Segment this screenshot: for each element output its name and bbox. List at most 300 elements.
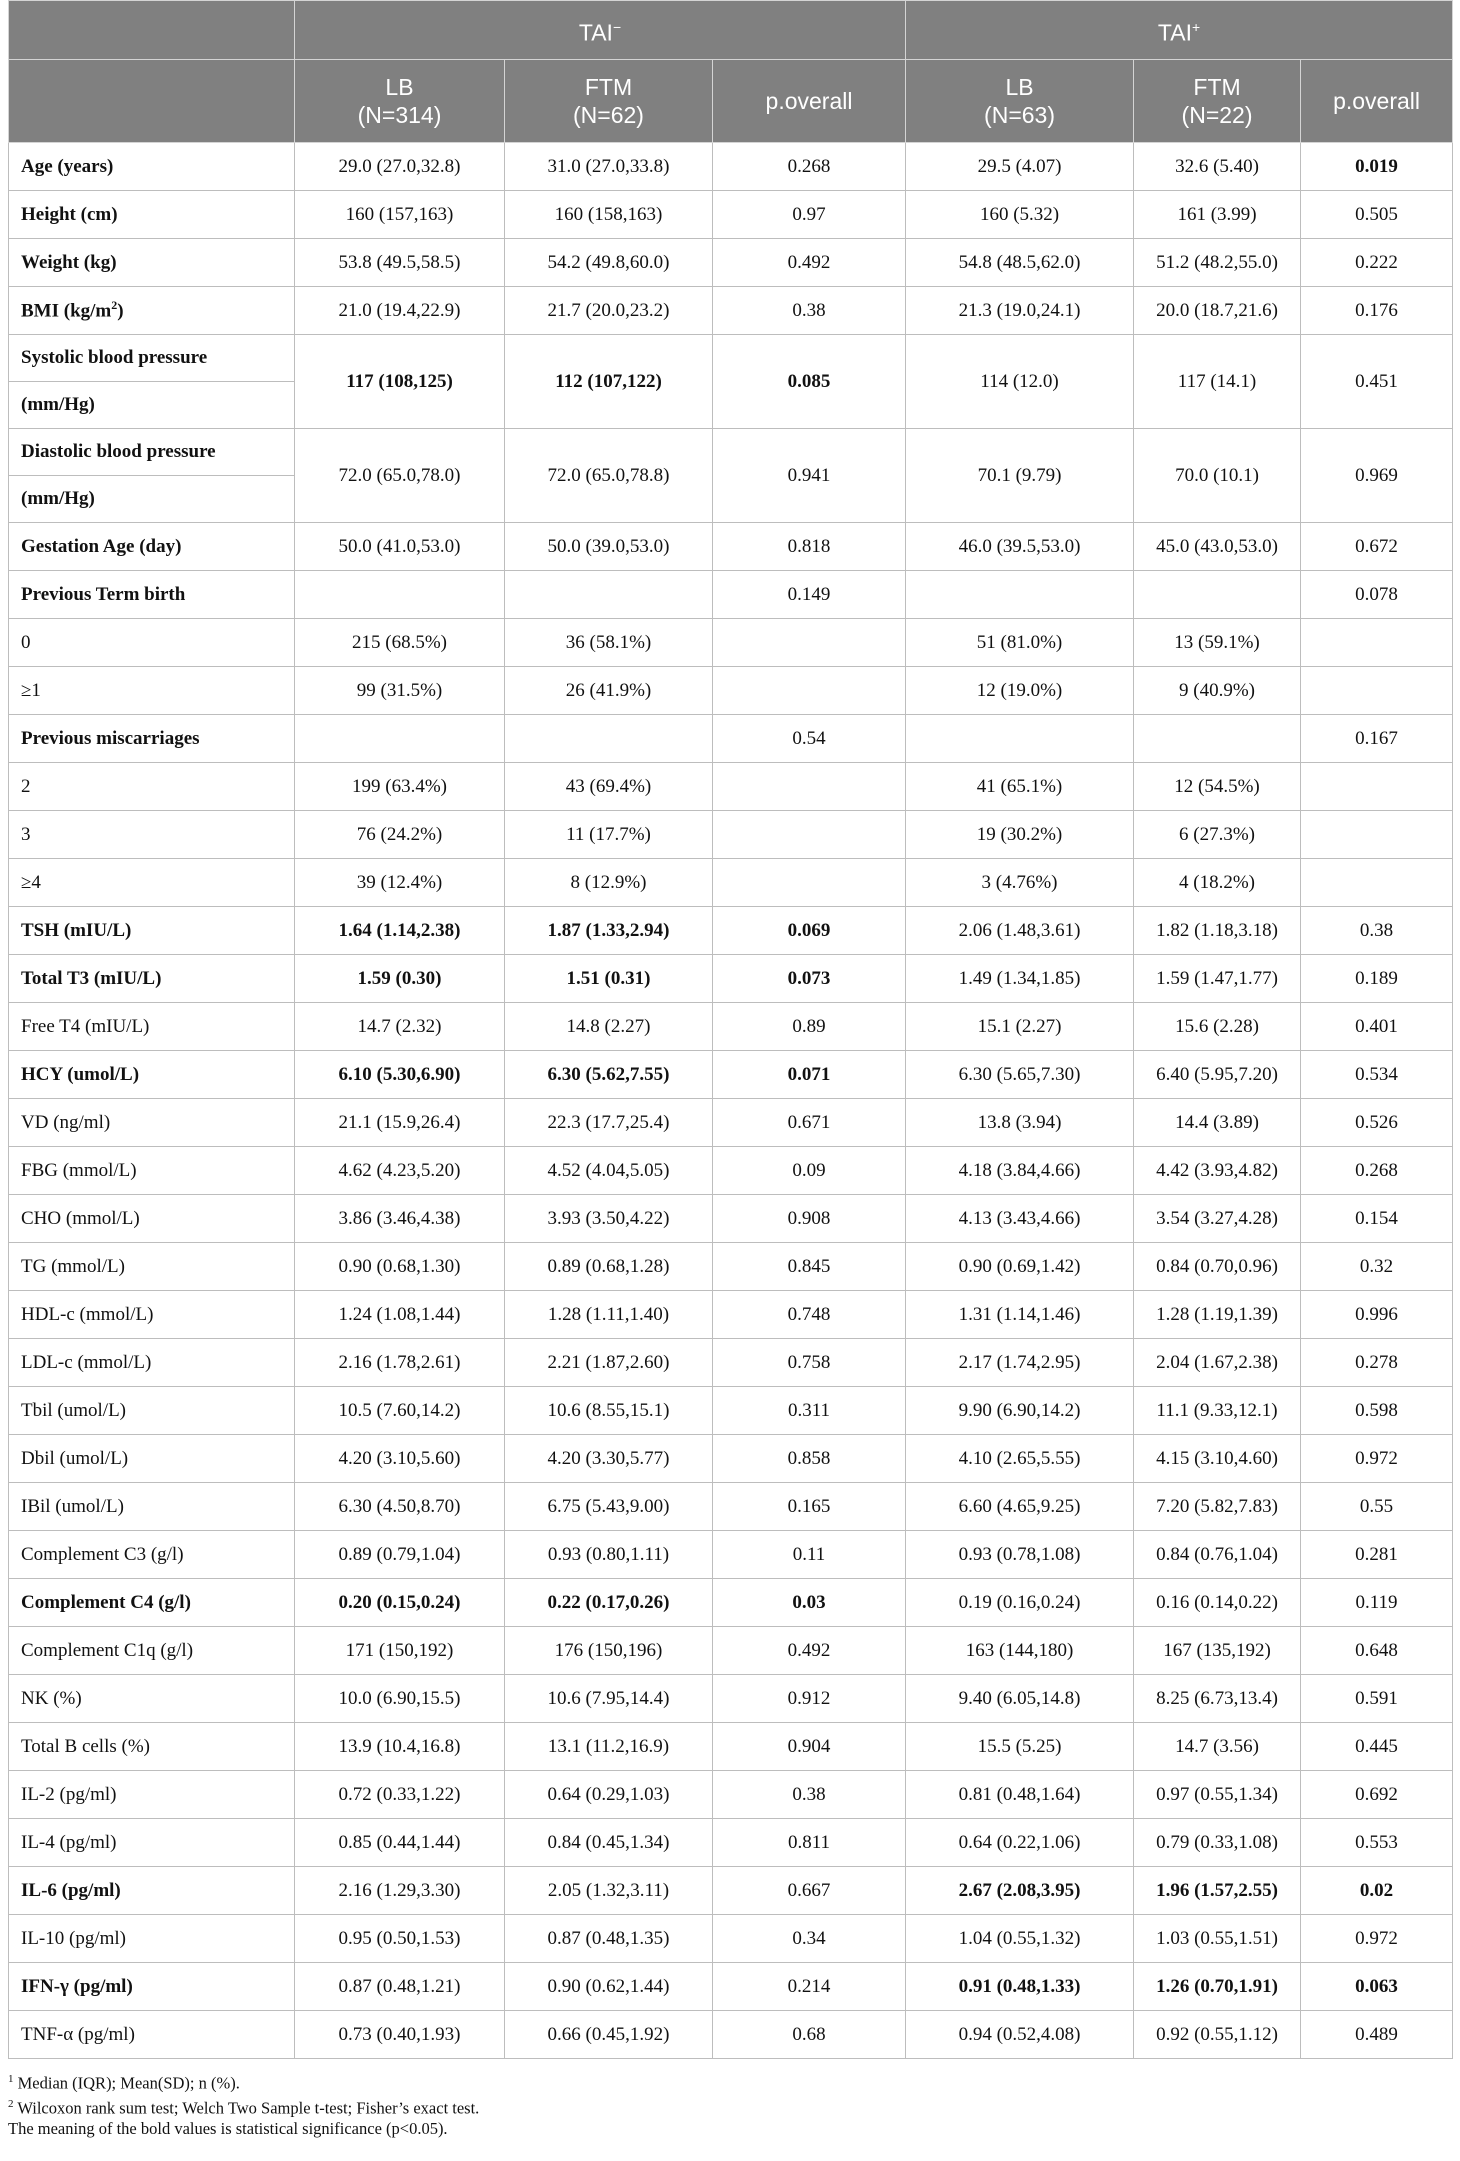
cell-p2: 0.176 (1301, 287, 1453, 335)
cell-p2: 0.969 (1301, 429, 1453, 523)
row-label: Complement C1q (g/l) (9, 1627, 295, 1675)
table-row (9, 1051, 1453, 1099)
column-header-line2: (N=22) (1181, 102, 1253, 128)
column-header-line2: (N=314) (357, 102, 442, 128)
cell-ftm1: 2.21 (1.87,2.60) (505, 1339, 713, 1387)
cell-lb1: 171 (150,192) (295, 1627, 505, 1675)
row-label: ≥4 (9, 859, 295, 907)
cell-p2: 0.598 (1301, 1387, 1453, 1435)
cell-lb1: 99 (31.5%) (295, 667, 505, 715)
cell-p1: 0.908 (713, 1195, 906, 1243)
cell-lb1: 1.64 (1.14,2.38) (295, 907, 505, 955)
cell-lb2: 160 (5.32) (906, 191, 1134, 239)
cell-ftm1: 4.20 (3.30,5.77) (505, 1435, 713, 1483)
cell-ftm1: 1.51 (0.31) (505, 955, 713, 1003)
cell-p1 (713, 859, 906, 907)
cell-lb1: 21.1 (15.9,26.4) (295, 1099, 505, 1147)
cell-ftm2: 0.97 (0.55,1.34) (1134, 1771, 1301, 1819)
cell-lb1: 0.87 (0.48,1.21) (295, 1963, 505, 2011)
cell-lb2: 0.64 (0.22,1.06) (906, 1819, 1134, 1867)
column-header (713, 60, 906, 143)
cell-ftm2: 32.6 (5.40) (1134, 143, 1301, 191)
cell-ftm1: 0.87 (0.48,1.35) (505, 1915, 713, 1963)
column-header (505, 60, 713, 143)
cell-p2: 0.078 (1301, 571, 1453, 619)
cell-lb1: 50.0 (41.0,53.0) (295, 523, 505, 571)
cell-p2: 0.019 (1301, 143, 1453, 191)
cell-p1: 0.858 (713, 1435, 906, 1483)
group-label: TAI (578, 19, 613, 46)
cell-lb2: 0.19 (0.16,0.24) (906, 1579, 1134, 1627)
cell-lb2: 0.93 (0.78,1.08) (906, 1531, 1134, 1579)
header-group-row (9, 1, 1453, 60)
cell-ftm2: 0.92 (0.55,1.12) (1134, 2011, 1301, 2059)
footnote-marker: 2 (8, 2097, 14, 2110)
cell-lb1: 6.30 (4.50,8.70) (295, 1483, 505, 1531)
header-column-row (9, 60, 1453, 143)
cell-lb2: 0.94 (0.52,4.08) (906, 2011, 1134, 2059)
cell-p1: 0.912 (713, 1675, 906, 1723)
cell-lb2: 12 (19.0%) (906, 667, 1134, 715)
cell-ftm2: 6.40 (5.95,7.20) (1134, 1051, 1301, 1099)
cell-ftm1: 31.0 (27.0,33.8) (505, 143, 713, 191)
cell-p1: 0.073 (713, 955, 906, 1003)
footnote-text: Median (IQR); Mean(SD); n (%). (13, 2073, 240, 2093)
cell-lb2: 15.1 (2.27) (906, 1003, 1134, 1051)
cell-lb1 (295, 571, 505, 619)
cell-p1: 0.97 (713, 191, 906, 239)
cell-ftm2: 3.54 (3.27,4.28) (1134, 1195, 1301, 1243)
row-label: CHO (mmol/L) (9, 1195, 295, 1243)
cell-ftm1: 0.64 (0.29,1.03) (505, 1771, 713, 1819)
cell-lb1 (295, 715, 505, 763)
table-row (9, 191, 1453, 239)
cell-p1: 0.54 (713, 715, 906, 763)
cell-lb2: 163 (144,180) (906, 1627, 1134, 1675)
cell-p1: 0.34 (713, 1915, 906, 1963)
column-header (1301, 60, 1453, 143)
row-label: LDL-c (mmol/L) (9, 1339, 295, 1387)
table-row (9, 429, 1453, 476)
cell-p2: 0.189 (1301, 955, 1453, 1003)
cell-lb1: 13.9 (10.4,16.8) (295, 1723, 505, 1771)
table-row (9, 1339, 1453, 1387)
cell-p2: 0.119 (1301, 1579, 1453, 1627)
cell-p1 (713, 619, 906, 667)
group-sup: + (1191, 19, 1201, 36)
cell-ftm2: 1.82 (1.18,3.18) (1134, 907, 1301, 955)
cell-ftm2: 8.25 (6.73,13.4) (1134, 1675, 1301, 1723)
row-label (9, 287, 295, 335)
table-row (9, 907, 1453, 955)
cell-ftm2 (1134, 715, 1301, 763)
row-label: VD (ng/ml) (9, 1099, 295, 1147)
cell-lb2: 46.0 (39.5,53.0) (906, 523, 1134, 571)
cell-lb2: 1.49 (1.34,1.85) (906, 955, 1134, 1003)
cell-p2: 0.278 (1301, 1339, 1453, 1387)
table-row (9, 1867, 1453, 1915)
cell-ftm2: 1.26 (0.70,1.91) (1134, 1963, 1301, 2011)
table-row (9, 2011, 1453, 2059)
cell-lb1: 2.16 (1.29,3.30) (295, 1867, 505, 1915)
cell-p1: 0.214 (713, 1963, 906, 2011)
cell-lb1: 215 (68.5%) (295, 619, 505, 667)
cell-lb2: 0.81 (0.48,1.64) (906, 1771, 1134, 1819)
row-label: Tbil (umol/L) (9, 1387, 295, 1435)
cell-ftm2: 70.0 (10.1) (1134, 429, 1301, 523)
cell-p1: 0.085 (713, 335, 906, 429)
cell-p2: 0.445 (1301, 1723, 1453, 1771)
cell-lb2: 70.1 (9.79) (906, 429, 1134, 523)
cell-p1: 0.11 (713, 1531, 906, 1579)
table-row (9, 287, 1453, 335)
cell-ftm1: 6.75 (5.43,9.00) (505, 1483, 713, 1531)
column-header (906, 60, 1134, 143)
cell-p2: 0.648 (1301, 1627, 1453, 1675)
table-row (9, 667, 1453, 715)
cell-lb2: 4.10 (2.65,5.55) (906, 1435, 1134, 1483)
row-label: Gestation Age (day) (9, 523, 295, 571)
row-label: 0 (9, 619, 295, 667)
cell-p1 (713, 763, 906, 811)
cell-p1 (713, 811, 906, 859)
cell-p1: 0.071 (713, 1051, 906, 1099)
table-row (9, 1387, 1453, 1435)
row-label: HDL-c (mmol/L) (9, 1291, 295, 1339)
cell-p2: 0.672 (1301, 523, 1453, 571)
row-label: IFN-γ (pg/ml) (9, 1963, 295, 2011)
cell-lb2: 2.17 (1.74,2.95) (906, 1339, 1134, 1387)
cell-p2: 0.222 (1301, 239, 1453, 287)
cell-ftm1: 10.6 (8.55,15.1) (505, 1387, 713, 1435)
cell-lb2: 1.04 (0.55,1.32) (906, 1915, 1134, 1963)
table-row (9, 1675, 1453, 1723)
cell-p2: 0.38 (1301, 907, 1453, 955)
cell-lb1: 21.0 (19.4,22.9) (295, 287, 505, 335)
cell-lb2: 6.60 (4.65,9.25) (906, 1483, 1134, 1531)
row-label: Age (years) (9, 143, 295, 191)
row-label: Dbil (umol/L) (9, 1435, 295, 1483)
row-label: Complement C4 (g/l) (9, 1579, 295, 1627)
table-row (9, 239, 1453, 287)
cell-p2: 0.526 (1301, 1099, 1453, 1147)
table-row (9, 1003, 1453, 1051)
cell-ftm2: 4.42 (3.93,4.82) (1134, 1147, 1301, 1195)
data-table (8, 0, 1453, 2059)
table-row (9, 1963, 1453, 2011)
cell-ftm2: 4 (18.2%) (1134, 859, 1301, 907)
cell-lb1: 0.73 (0.40,1.93) (295, 2011, 505, 2059)
cell-p1: 0.165 (713, 1483, 906, 1531)
cell-p1: 0.311 (713, 1387, 906, 1435)
cell-ftm1: 0.66 (0.45,1.92) (505, 2011, 713, 2059)
cell-ftm1: 13.1 (11.2,16.9) (505, 1723, 713, 1771)
column-header-line1: p.overall (765, 88, 853, 114)
cell-p2: 0.281 (1301, 1531, 1453, 1579)
cell-p2: 0.692 (1301, 1771, 1453, 1819)
cell-ftm2: 51.2 (48.2,55.0) (1134, 239, 1301, 287)
cell-lb1: 0.85 (0.44,1.44) (295, 1819, 505, 1867)
table-row (9, 859, 1453, 907)
table-container (8, 0, 1452, 2139)
cell-lb2: 1.31 (1.14,1.46) (906, 1291, 1134, 1339)
cell-ftm2: 9 (40.9%) (1134, 667, 1301, 715)
cell-lb1: 10.5 (7.60,14.2) (295, 1387, 505, 1435)
cell-ftm2: 2.04 (1.67,2.38) (1134, 1339, 1301, 1387)
cell-ftm1: 10.6 (7.95,14.4) (505, 1675, 713, 1723)
cell-lb2: 15.5 (5.25) (906, 1723, 1134, 1771)
table-row (9, 1771, 1453, 1819)
table-row (9, 955, 1453, 1003)
cell-ftm1: 0.89 (0.68,1.28) (505, 1243, 713, 1291)
cell-p1: 0.941 (713, 429, 906, 523)
cell-lb1: 0.95 (0.50,1.53) (295, 1915, 505, 1963)
table-row (9, 1147, 1453, 1195)
table-row (9, 1099, 1453, 1147)
cell-ftm1 (505, 571, 713, 619)
cell-lb1: 199 (63.4%) (295, 763, 505, 811)
cell-p2: 0.996 (1301, 1291, 1453, 1339)
cell-lb1: 39 (12.4%) (295, 859, 505, 907)
table-row (9, 619, 1453, 667)
cell-ftm2: 45.0 (43.0,53.0) (1134, 523, 1301, 571)
table-body (9, 143, 1453, 2059)
cell-ftm2: 161 (3.99) (1134, 191, 1301, 239)
cell-ftm2: 167 (135,192) (1134, 1627, 1301, 1675)
footnote-text: Wilcoxon rank sum test; Welch Two Sample t-test; Fisher’s exact test. (13, 2098, 480, 2117)
cell-lb2: 2.06 (1.48,3.61) (906, 907, 1134, 955)
cell-lb1: 1.24 (1.08,1.44) (295, 1291, 505, 1339)
cell-p2: 0.401 (1301, 1003, 1453, 1051)
row-label: FBG (mmol/L) (9, 1147, 295, 1195)
cell-ftm1: 6.30 (5.62,7.55) (505, 1051, 713, 1099)
cell-ftm1: 176 (150,196) (505, 1627, 713, 1675)
row-label: Free T4 (mIU/L) (9, 1003, 295, 1051)
cell-lb1: 53.8 (49.5,58.5) (295, 239, 505, 287)
cell-p2 (1301, 763, 1453, 811)
cell-p2: 0.268 (1301, 1147, 1453, 1195)
cell-ftm1: 160 (158,163) (505, 191, 713, 239)
cell-lb2: 0.90 (0.69,1.42) (906, 1243, 1134, 1291)
cell-lb1: 4.20 (3.10,5.60) (295, 1435, 505, 1483)
table-row (9, 1531, 1453, 1579)
header-group-tai-positive (906, 1, 1453, 60)
cell-ftm2: 6 (27.3%) (1134, 811, 1301, 859)
table-row (9, 1483, 1453, 1531)
table-row (9, 143, 1453, 191)
cell-ftm1: 22.3 (17.7,25.4) (505, 1099, 713, 1147)
row-label-sup: 2 (111, 298, 118, 313)
cell-lb2: 0.91 (0.48,1.33) (906, 1963, 1134, 2011)
cell-ftm1: 72.0 (65.0,78.8) (505, 429, 713, 523)
cell-p1: 0.811 (713, 1819, 906, 1867)
cell-p1: 0.845 (713, 1243, 906, 1291)
cell-p2: 0.505 (1301, 191, 1453, 239)
cell-p2: 0.063 (1301, 1963, 1453, 2011)
column-header (1134, 60, 1301, 143)
cell-lb2 (906, 715, 1134, 763)
cell-lb2: 4.18 (3.84,4.66) (906, 1147, 1134, 1195)
cell-p2: 0.32 (1301, 1243, 1453, 1291)
cell-ftm1: 43 (69.4%) (505, 763, 713, 811)
cell-ftm1: 0.22 (0.17,0.26) (505, 1579, 713, 1627)
footnote-1 (8, 2069, 1452, 2094)
cell-ftm2: 1.28 (1.19,1.39) (1134, 1291, 1301, 1339)
table-row (9, 1243, 1453, 1291)
row-label: Systolic blood pressure (9, 335, 295, 382)
cell-p1: 0.149 (713, 571, 906, 619)
cell-p2: 0.534 (1301, 1051, 1453, 1099)
table-row (9, 763, 1453, 811)
cell-p1: 0.492 (713, 1627, 906, 1675)
cell-lb1: 29.0 (27.0,32.8) (295, 143, 505, 191)
row-label-line2: (mm/Hg) (9, 382, 295, 429)
table-row (9, 1291, 1453, 1339)
cell-ftm2: 117 (14.1) (1134, 335, 1301, 429)
cell-ftm2: 13 (59.1%) (1134, 619, 1301, 667)
cell-p1 (713, 667, 906, 715)
cell-ftm2: 1.03 (0.55,1.51) (1134, 1915, 1301, 1963)
cell-p1: 0.492 (713, 239, 906, 287)
cell-ftm2: 1.96 (1.57,2.55) (1134, 1867, 1301, 1915)
footnotes (8, 2069, 1452, 2139)
row-label: Complement C3 (g/l) (9, 1531, 295, 1579)
cell-lb1: 0.90 (0.68,1.30) (295, 1243, 505, 1291)
cell-lb2: 41 (65.1%) (906, 763, 1134, 811)
table-row (9, 1915, 1453, 1963)
cell-lb1: 0.89 (0.79,1.04) (295, 1531, 505, 1579)
cell-ftm1: 50.0 (39.0,53.0) (505, 523, 713, 571)
cell-ftm1: 8 (12.9%) (505, 859, 713, 907)
row-label: IL-10 (pg/ml) (9, 1915, 295, 1963)
column-header-line1: LB (385, 74, 414, 100)
row-label: IL-6 (pg/ml) (9, 1867, 295, 1915)
cell-lb2 (906, 571, 1134, 619)
column-header-line2: (N=63) (984, 102, 1055, 128)
cell-ftm2: 0.16 (0.14,0.22) (1134, 1579, 1301, 1627)
cell-lb1: 0.20 (0.15,0.24) (295, 1579, 505, 1627)
cell-ftm1: 11 (17.7%) (505, 811, 713, 859)
column-header-line1: LB (1005, 74, 1034, 100)
cell-p1: 0.09 (713, 1147, 906, 1195)
row-label: IL-4 (pg/ml) (9, 1819, 295, 1867)
cell-lb2: 13.8 (3.94) (906, 1099, 1134, 1147)
column-header-line2: (N=62) (573, 102, 644, 128)
cell-p1: 0.68 (713, 2011, 906, 2059)
row-label-line2: (mm/Hg) (9, 476, 295, 523)
footnote-3 (8, 2118, 1452, 2139)
cell-p1: 0.38 (713, 1771, 906, 1819)
cell-ftm1: 0.90 (0.62,1.44) (505, 1963, 713, 2011)
cell-lb2: 4.13 (3.43,4.66) (906, 1195, 1134, 1243)
cell-p2: 0.972 (1301, 1915, 1453, 1963)
cell-p1: 0.667 (713, 1867, 906, 1915)
cell-lb1: 160 (157,163) (295, 191, 505, 239)
table-row (9, 571, 1453, 619)
cell-ftm2: 0.84 (0.76,1.04) (1134, 1531, 1301, 1579)
cell-ftm2: 11.1 (9.33,12.1) (1134, 1387, 1301, 1435)
row-label: TSH (mIU/L) (9, 907, 295, 955)
cell-p2 (1301, 667, 1453, 715)
column-header-line1: p.overall (1333, 88, 1421, 114)
cell-ftm2: 20.0 (18.7,21.6) (1134, 287, 1301, 335)
cell-lb2: 3 (4.76%) (906, 859, 1134, 907)
table-row (9, 1723, 1453, 1771)
cell-lb2: 54.8 (48.5,62.0) (906, 239, 1134, 287)
column-header-line1: FTM (1193, 74, 1241, 100)
cell-p2: 0.553 (1301, 1819, 1453, 1867)
cell-p2: 0.02 (1301, 1867, 1453, 1915)
table-header (9, 1, 1453, 143)
cell-ftm2: 4.15 (3.10,4.60) (1134, 1435, 1301, 1483)
row-label: NK (%) (9, 1675, 295, 1723)
cell-p2: 0.972 (1301, 1435, 1453, 1483)
cell-p2 (1301, 811, 1453, 859)
cell-p2: 0.154 (1301, 1195, 1453, 1243)
cell-ftm2: 14.4 (3.89) (1134, 1099, 1301, 1147)
row-label: Height (cm) (9, 191, 295, 239)
cell-ftm2: 1.59 (1.47,1.77) (1134, 955, 1301, 1003)
cell-lb1: 1.59 (0.30) (295, 955, 505, 1003)
cell-p1: 0.89 (713, 1003, 906, 1051)
table-row (9, 523, 1453, 571)
row-label: TNF-α (pg/ml) (9, 2011, 295, 2059)
cell-lb1: 72.0 (65.0,78.0) (295, 429, 505, 523)
row-label: Diastolic blood pressure (9, 429, 295, 476)
cell-lb2: 2.67 (2.08,3.95) (906, 1867, 1134, 1915)
row-label: Total B cells (%) (9, 1723, 295, 1771)
row-label: Previous miscarriages (9, 715, 295, 763)
cell-ftm1: 54.2 (49.8,60.0) (505, 239, 713, 287)
column-header-line1: FTM (584, 74, 633, 100)
table-row (9, 335, 1453, 382)
row-label: IBil (umol/L) (9, 1483, 295, 1531)
cell-ftm1: 0.84 (0.45,1.34) (505, 1819, 713, 1867)
cell-ftm2: 0.79 (0.33,1.08) (1134, 1819, 1301, 1867)
cell-p1: 0.818 (713, 523, 906, 571)
cell-lb2: 6.30 (5.65,7.30) (906, 1051, 1134, 1099)
group-label: TAI (1157, 19, 1192, 46)
cell-lb1: 117 (108,125) (295, 335, 505, 429)
cell-lb2: 9.90 (6.90,14.2) (906, 1387, 1134, 1435)
cell-lb1: 4.62 (4.23,5.20) (295, 1147, 505, 1195)
cell-lb2: 19 (30.2%) (906, 811, 1134, 859)
cell-ftm1: 0.93 (0.80,1.11) (505, 1531, 713, 1579)
table-row (9, 1195, 1453, 1243)
row-label: IL-2 (pg/ml) (9, 1771, 295, 1819)
cell-lb2: 51 (81.0%) (906, 619, 1134, 667)
cell-p2 (1301, 859, 1453, 907)
cell-ftm1: 4.52 (4.04,5.05) (505, 1147, 713, 1195)
cell-p1: 0.38 (713, 287, 906, 335)
cell-lb2: 29.5 (4.07) (906, 143, 1134, 191)
row-label-text: BMI (kg/m (21, 300, 112, 322)
row-label-text-after: ) (117, 300, 124, 322)
row-label: 3 (9, 811, 295, 859)
cell-ftm1: 1.28 (1.11,1.40) (505, 1291, 713, 1339)
cell-p2 (1301, 619, 1453, 667)
cell-lb1: 14.7 (2.32) (295, 1003, 505, 1051)
table-row (9, 1435, 1453, 1483)
header-empty-cell (9, 60, 295, 143)
header-group-tai-negative (295, 1, 906, 60)
cell-ftm1: 2.05 (1.32,3.11) (505, 1867, 713, 1915)
row-label: Previous Term birth (9, 571, 295, 619)
cell-ftm2: 15.6 (2.28) (1134, 1003, 1301, 1051)
cell-ftm1: 3.93 (3.50,4.22) (505, 1195, 713, 1243)
table-row (9, 1627, 1453, 1675)
table-row (9, 1819, 1453, 1867)
